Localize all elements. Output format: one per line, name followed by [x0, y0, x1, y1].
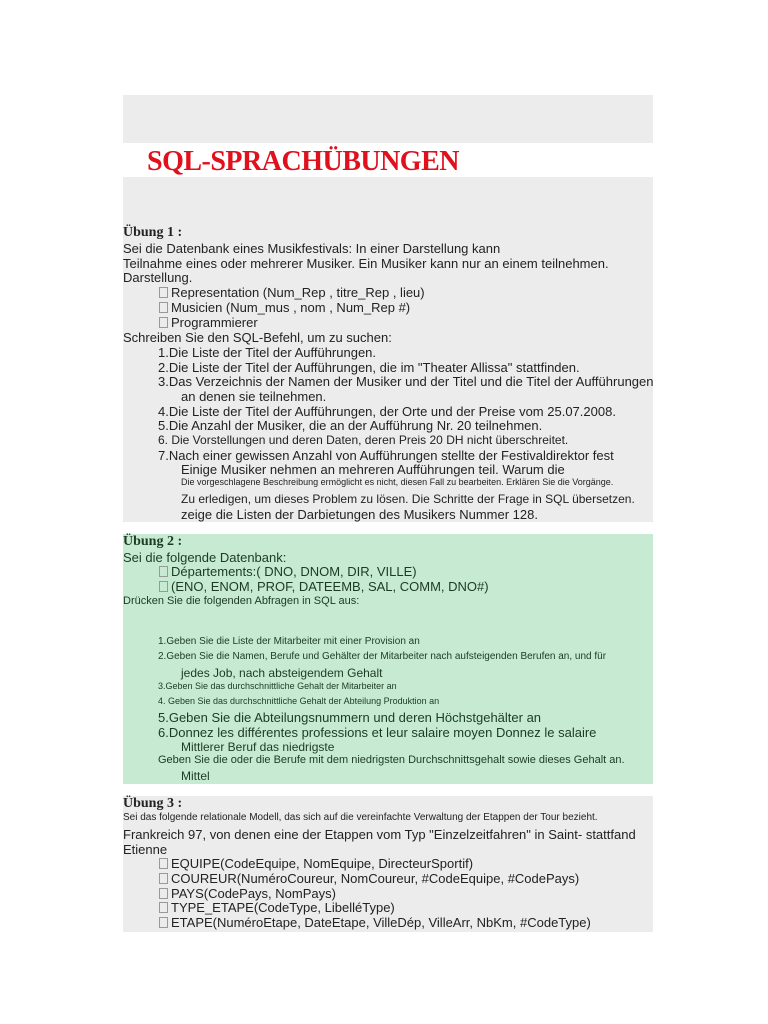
schema-table-item: Musicien (Num_mus , nom , Num_Rep #) — [159, 300, 410, 315]
schema-table-item: Representation (Num_Rep , titre_Rep , lieu) — [159, 285, 425, 300]
bullet-box-icon — [159, 888, 168, 899]
uebung2-question-cont: jedes Job, nach absteigendem Gehalt — [181, 666, 383, 680]
uebung1-question: 5.Die Anzahl der Musiker, die an der Aufführung Nr. 20 teilnehmen. — [158, 418, 543, 433]
uebung3-intro-line: Etienne — [123, 842, 168, 857]
uebung1-question: 1.Die Liste der Titel der Aufführungen. — [158, 345, 377, 360]
bullet-box-icon — [159, 902, 168, 913]
bullet-box-icon — [159, 287, 168, 298]
schema-table-item: TYPE_ETAPE(CodeType, LibelléType) — [159, 900, 395, 915]
uebung3-intro-line: Frankreich 97, von denen eine der Etappen vom Typ "Einzelzeitfahren" in Saint- stattfand — [123, 827, 636, 842]
uebung1-intro-line: Darstellung. — [123, 270, 193, 285]
uebung1-intro-line: Teilnahme eines oder mehrerer Musiker. Ein Musiker kann nur an einem teilnehmen. — [123, 256, 609, 271]
uebung1-question: 4.Die Liste der Titel der Aufführungen, der Orte und der Preise vom 25.07.2008. — [158, 404, 616, 419]
uebung2-question: 3.Geben Sie das durchschnittliche Gehalt der Mitarbeiter an — [158, 681, 397, 691]
bullet-box-icon — [159, 917, 168, 928]
schema-table-item: PAYS(CodePays, NomPays) — [159, 886, 336, 901]
bullet-box-icon — [159, 566, 168, 577]
bullet-box-icon — [159, 317, 168, 328]
uebung2-question-cont: Mittel — [181, 769, 210, 783]
uebung2-intro: Sei die folgende Datenbank: — [123, 550, 287, 565]
bullet-box-icon — [159, 873, 168, 884]
uebung2-question: 6.Donnez les différentes professions et leur salaire moyen Donnez le salaire — [158, 725, 597, 740]
uebung1-question: 2.Die Liste der Titel der Aufführungen, die im "Theater Allissa" stattfinden. — [158, 360, 580, 375]
uebung1-heading: Übung 1 : — [123, 225, 183, 240]
uebung2-question: 5.Geben Sie die Abteilungsnummern und deren Höchstgehälter an — [158, 710, 542, 725]
uebung1-question: 6. Die Vorstellungen und deren Daten, deren Preis 20 DH nicht überschreitet. — [158, 433, 569, 447]
uebung2-question: Geben Sie die oder die Berufe mit dem niedrigsten Durchschnittsgehalt sowie dieses Gehalt an. — [158, 754, 625, 766]
uebung1-question: 7.Nach einer gewissen Anzahl von Aufführungen stellte der Festivaldirektor fest — [158, 448, 614, 463]
header-band-top — [123, 95, 653, 143]
uebung3-heading: Übung 3 : — [123, 796, 183, 811]
uebung2-question: 1.Geben Sie die Liste der Mitarbeiter mit einer Provision an — [158, 636, 420, 647]
uebung2-question-cont: Mittlerer Beruf das niedrigste — [181, 740, 335, 754]
page-title: SQL-SPRACHÜBUNGEN — [147, 146, 459, 177]
uebung1-question-cont: zeige die Listen der Darbietungen des Musikers Nummer 128. — [181, 507, 538, 522]
schema-table-item: (ENO, ENOM, PROF, DATEEMB, SAL, COMM, DNO#) — [159, 579, 489, 594]
schema-table-item: Programmierer — [159, 315, 258, 330]
schema-table-item: EQUIPE(CodeEquipe, NomEquipe, DirecteurSportif) — [159, 856, 473, 871]
uebung1-question: 3.Das Verzeichnis der Namen der Musiker und der Titel und die Titel der Aufführungen — [158, 374, 654, 389]
uebung2-prompt: Drücken Sie die folgenden Abfragen in SQL aus: — [123, 595, 360, 607]
schema-table-item: COUREUR(NuméroCoureur, NomCoureur, #CodeEquipe, #CodePays) — [159, 871, 579, 886]
schema-table-item: Départements:( DNO, DNOM, DIR, VILLE) — [159, 564, 417, 579]
uebung1-intro-line: Sei die Datenbank eines Musikfestivals: In einer Darstellung kann — [123, 241, 501, 256]
schema-table-item: ETAPE(NuméroEtape, DateEtape, VilleDép, VilleArr, NbKm, #CodeType) — [159, 915, 591, 930]
bullet-box-icon — [159, 581, 168, 592]
uebung1-question-cont: an denen sie teilnehmen. — [181, 389, 327, 404]
uebung1-question-cont: Zu erledigen, um dieses Problem zu lösen. Die Schritte der Frage in SQL übersetzen. — [181, 492, 635, 506]
uebung1-question-cont: Die vorgeschlagene Beschreibung ermöglicht es nicht, diesen Fall zu bearbeiten. Erklären Sie die Vorgänge. — [181, 477, 614, 487]
uebung2-question: 4. Geben Sie das durchschnittliche Gehalt der Abteilung Produktion an — [158, 696, 440, 706]
uebung2-heading: Übung 2 : — [123, 534, 183, 549]
uebung1-question-cont: Einige Musiker nehmen an mehreren Aufführungen teil. Warum die — [181, 462, 565, 477]
uebung3-intro-line: Sei das folgende relationale Modell, das sich auf die vereinfachte Verwaltung der Etappen der Tour bezieht. — [123, 812, 598, 823]
bullet-box-icon — [159, 302, 168, 313]
uebung2-question: 2.Geben Sie die Namen, Berufe und Gehälter der Mitarbeiter nach aufsteigenden Berufen an, und für — [158, 651, 607, 662]
bullet-box-icon — [159, 858, 168, 869]
uebung1-prompt: Schreiben Sie den SQL-Befehl, um zu suchen: — [123, 330, 392, 345]
